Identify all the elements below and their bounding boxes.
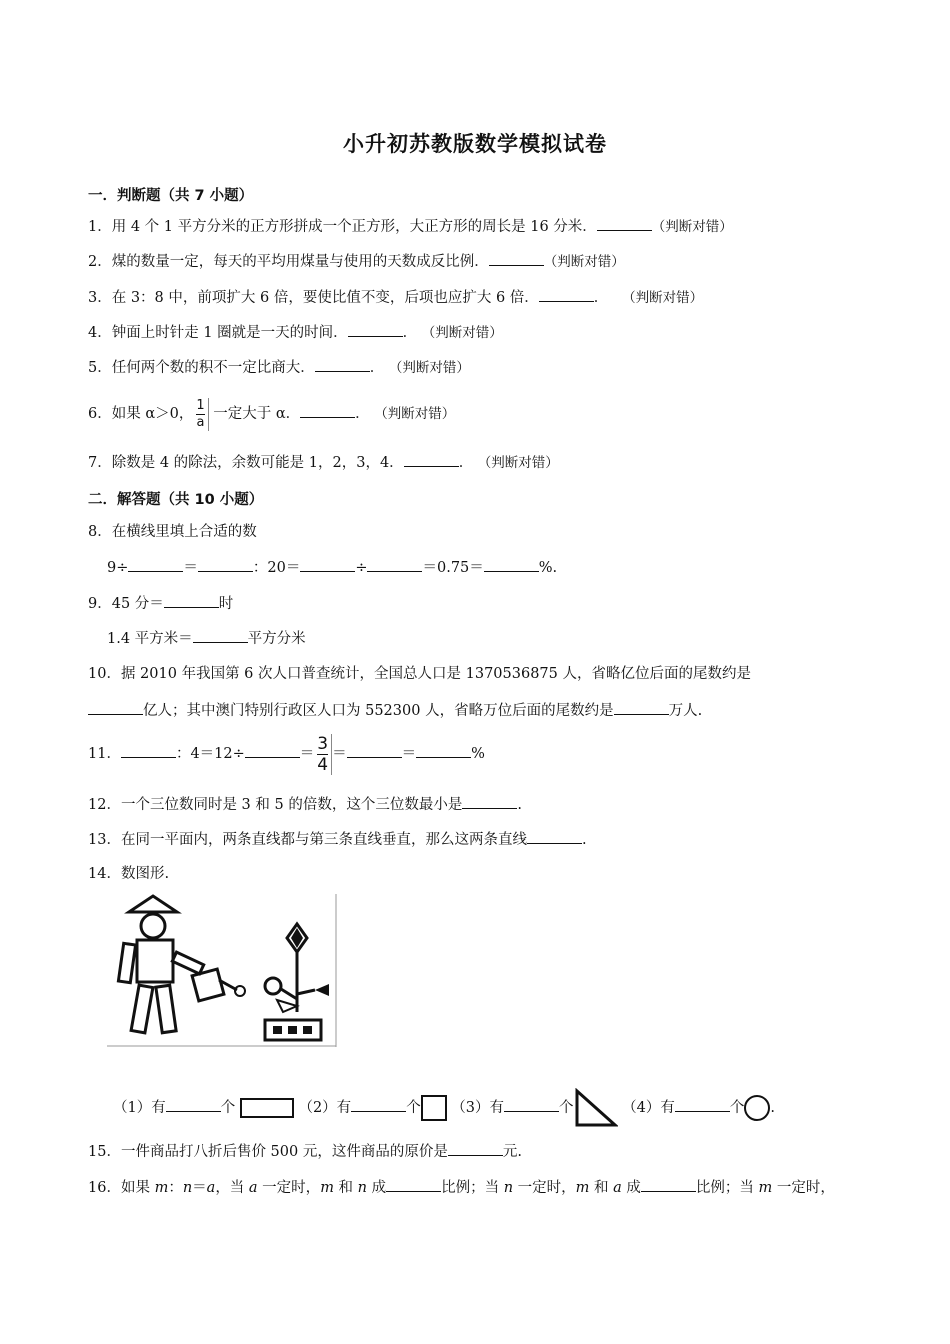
answer-blank[interactable]	[164, 593, 219, 608]
question-13: 13．在同一平面内，两条直线都与第三条直线垂直，那么这两条直线 .	[88, 829, 587, 850]
question-9b: 1.4 平方米＝ 平方分米	[107, 628, 306, 649]
answer-blank[interactable]	[527, 829, 582, 844]
question-8: 8．在横线里填上合适的数	[88, 524, 257, 540]
page-title: 小升初苏教版数学模拟试卷	[343, 132, 607, 156]
section-answer-heading: 二．解答题（共 10 小题）	[88, 492, 264, 508]
rectangle-shape-icon	[240, 1098, 294, 1118]
answer-blank[interactable]	[448, 1141, 503, 1156]
section-judge-heading: 一．判断题（共 7 小题）	[88, 188, 254, 204]
answer-blank[interactable]	[166, 1097, 221, 1112]
question-1: 1．用 4 个 1 平方分米的正方形拼成一个正方形，大正方形的周长是 16 分米． （判断对错）	[88, 216, 733, 237]
question-2: 2．煤的数量一定，每天的平均用煤量与使用的天数成反比例． （判断对错）	[88, 251, 625, 272]
answer-blank[interactable]	[539, 287, 594, 302]
question-11: 11． ：4＝12÷ ＝ $\frac{3}{4}$ ＝ ＝ %	[88, 733, 485, 775]
question-3: 3．在 3：8 中，前项扩大 6 倍，要使比值不变，后项也应扩大 6 倍． ． （判断对错）	[88, 287, 703, 308]
answer-blank[interactable]	[386, 1177, 441, 1192]
question-10-line1: 10．据 2010 年我国第 6 次人口普查统计，全国总人口是 1370536875 人，省略亿位后面的尾数约是	[88, 666, 751, 682]
question-12: 12．一个三位数同时是 3 和 5 的倍数，这个三位数最小是 .	[88, 794, 522, 815]
question-4: 4．钟面上时针走 1 圈就是一天的时间． ． （判断对错）	[88, 322, 503, 343]
answer-blank[interactable]	[315, 357, 370, 372]
answer-blank[interactable]	[348, 322, 403, 337]
answer-blank[interactable]	[198, 557, 253, 572]
answer-blank[interactable]	[416, 743, 471, 758]
answer-blank[interactable]	[367, 557, 422, 572]
figure-gardener-watering-flower	[107, 894, 337, 1047]
square-shape-icon	[421, 1095, 447, 1121]
answer-blank[interactable]	[504, 1097, 559, 1112]
answer-blank[interactable]	[597, 216, 652, 231]
question-7: 7．除数是 4 的除法，余数可能是 1，2，3，4． ． （判断对错）	[88, 452, 559, 473]
answer-blank[interactable]	[641, 1177, 696, 1192]
answer-blank[interactable]	[489, 251, 544, 266]
answer-blank[interactable]	[245, 743, 300, 758]
answer-blank[interactable]	[121, 743, 176, 758]
question-10-line2: 亿人；其中澳门特别行政区人口为 552300 人，省略万位后面的尾数约是 万人.	[88, 700, 702, 721]
answer-blank[interactable]	[614, 700, 669, 715]
question-15: 15．一件商品打八折后售价 500 元，这件商品的原价是 元.	[88, 1141, 522, 1162]
question-14: 14．数图形.	[88, 866, 170, 882]
question-14-counts: （1）有 个 （2）有 个 （3）有 个 （4）有 个 .	[113, 1088, 775, 1128]
answer-blank[interactable]	[404, 452, 459, 467]
answer-blank[interactable]	[675, 1097, 730, 1112]
question-6: 6．如果 α＞0， $\frac{1}{a}$ 一定大于 α． ． （判断对错）	[88, 397, 456, 430]
fraction-3-over-4: $\frac{3}{4}$	[314, 734, 332, 775]
answer-blank[interactable]	[193, 628, 248, 643]
right-triangle-shape-icon	[574, 1088, 618, 1128]
answer-blank[interactable]	[300, 403, 355, 418]
answer-blank[interactable]	[462, 794, 517, 809]
answer-blank[interactable]	[347, 743, 402, 758]
question-9a: 9．45 分＝ 时	[88, 593, 233, 614]
question-5: 5．任何两个数的积不一定比商大． ． （判断对错）	[88, 357, 470, 378]
circle-shape-icon	[744, 1095, 770, 1121]
question-16: 16．如果 m：n＝a，当 a 一定时，m 和 n 成 比例；当 n 一定时，m 和 a 成 比例；当 m 一定时，	[88, 1177, 835, 1198]
answer-blank[interactable]	[351, 1097, 406, 1112]
answer-blank[interactable]	[484, 557, 539, 572]
question-8-equation: 9÷ ＝ ：20＝ ÷ ＝0.75＝ %.	[107, 557, 557, 578]
answer-blank[interactable]	[128, 557, 183, 572]
fraction-1-over-a: $\frac{1}{a}$	[193, 398, 208, 431]
answer-blank[interactable]	[88, 700, 143, 715]
answer-blank[interactable]	[300, 557, 355, 572]
